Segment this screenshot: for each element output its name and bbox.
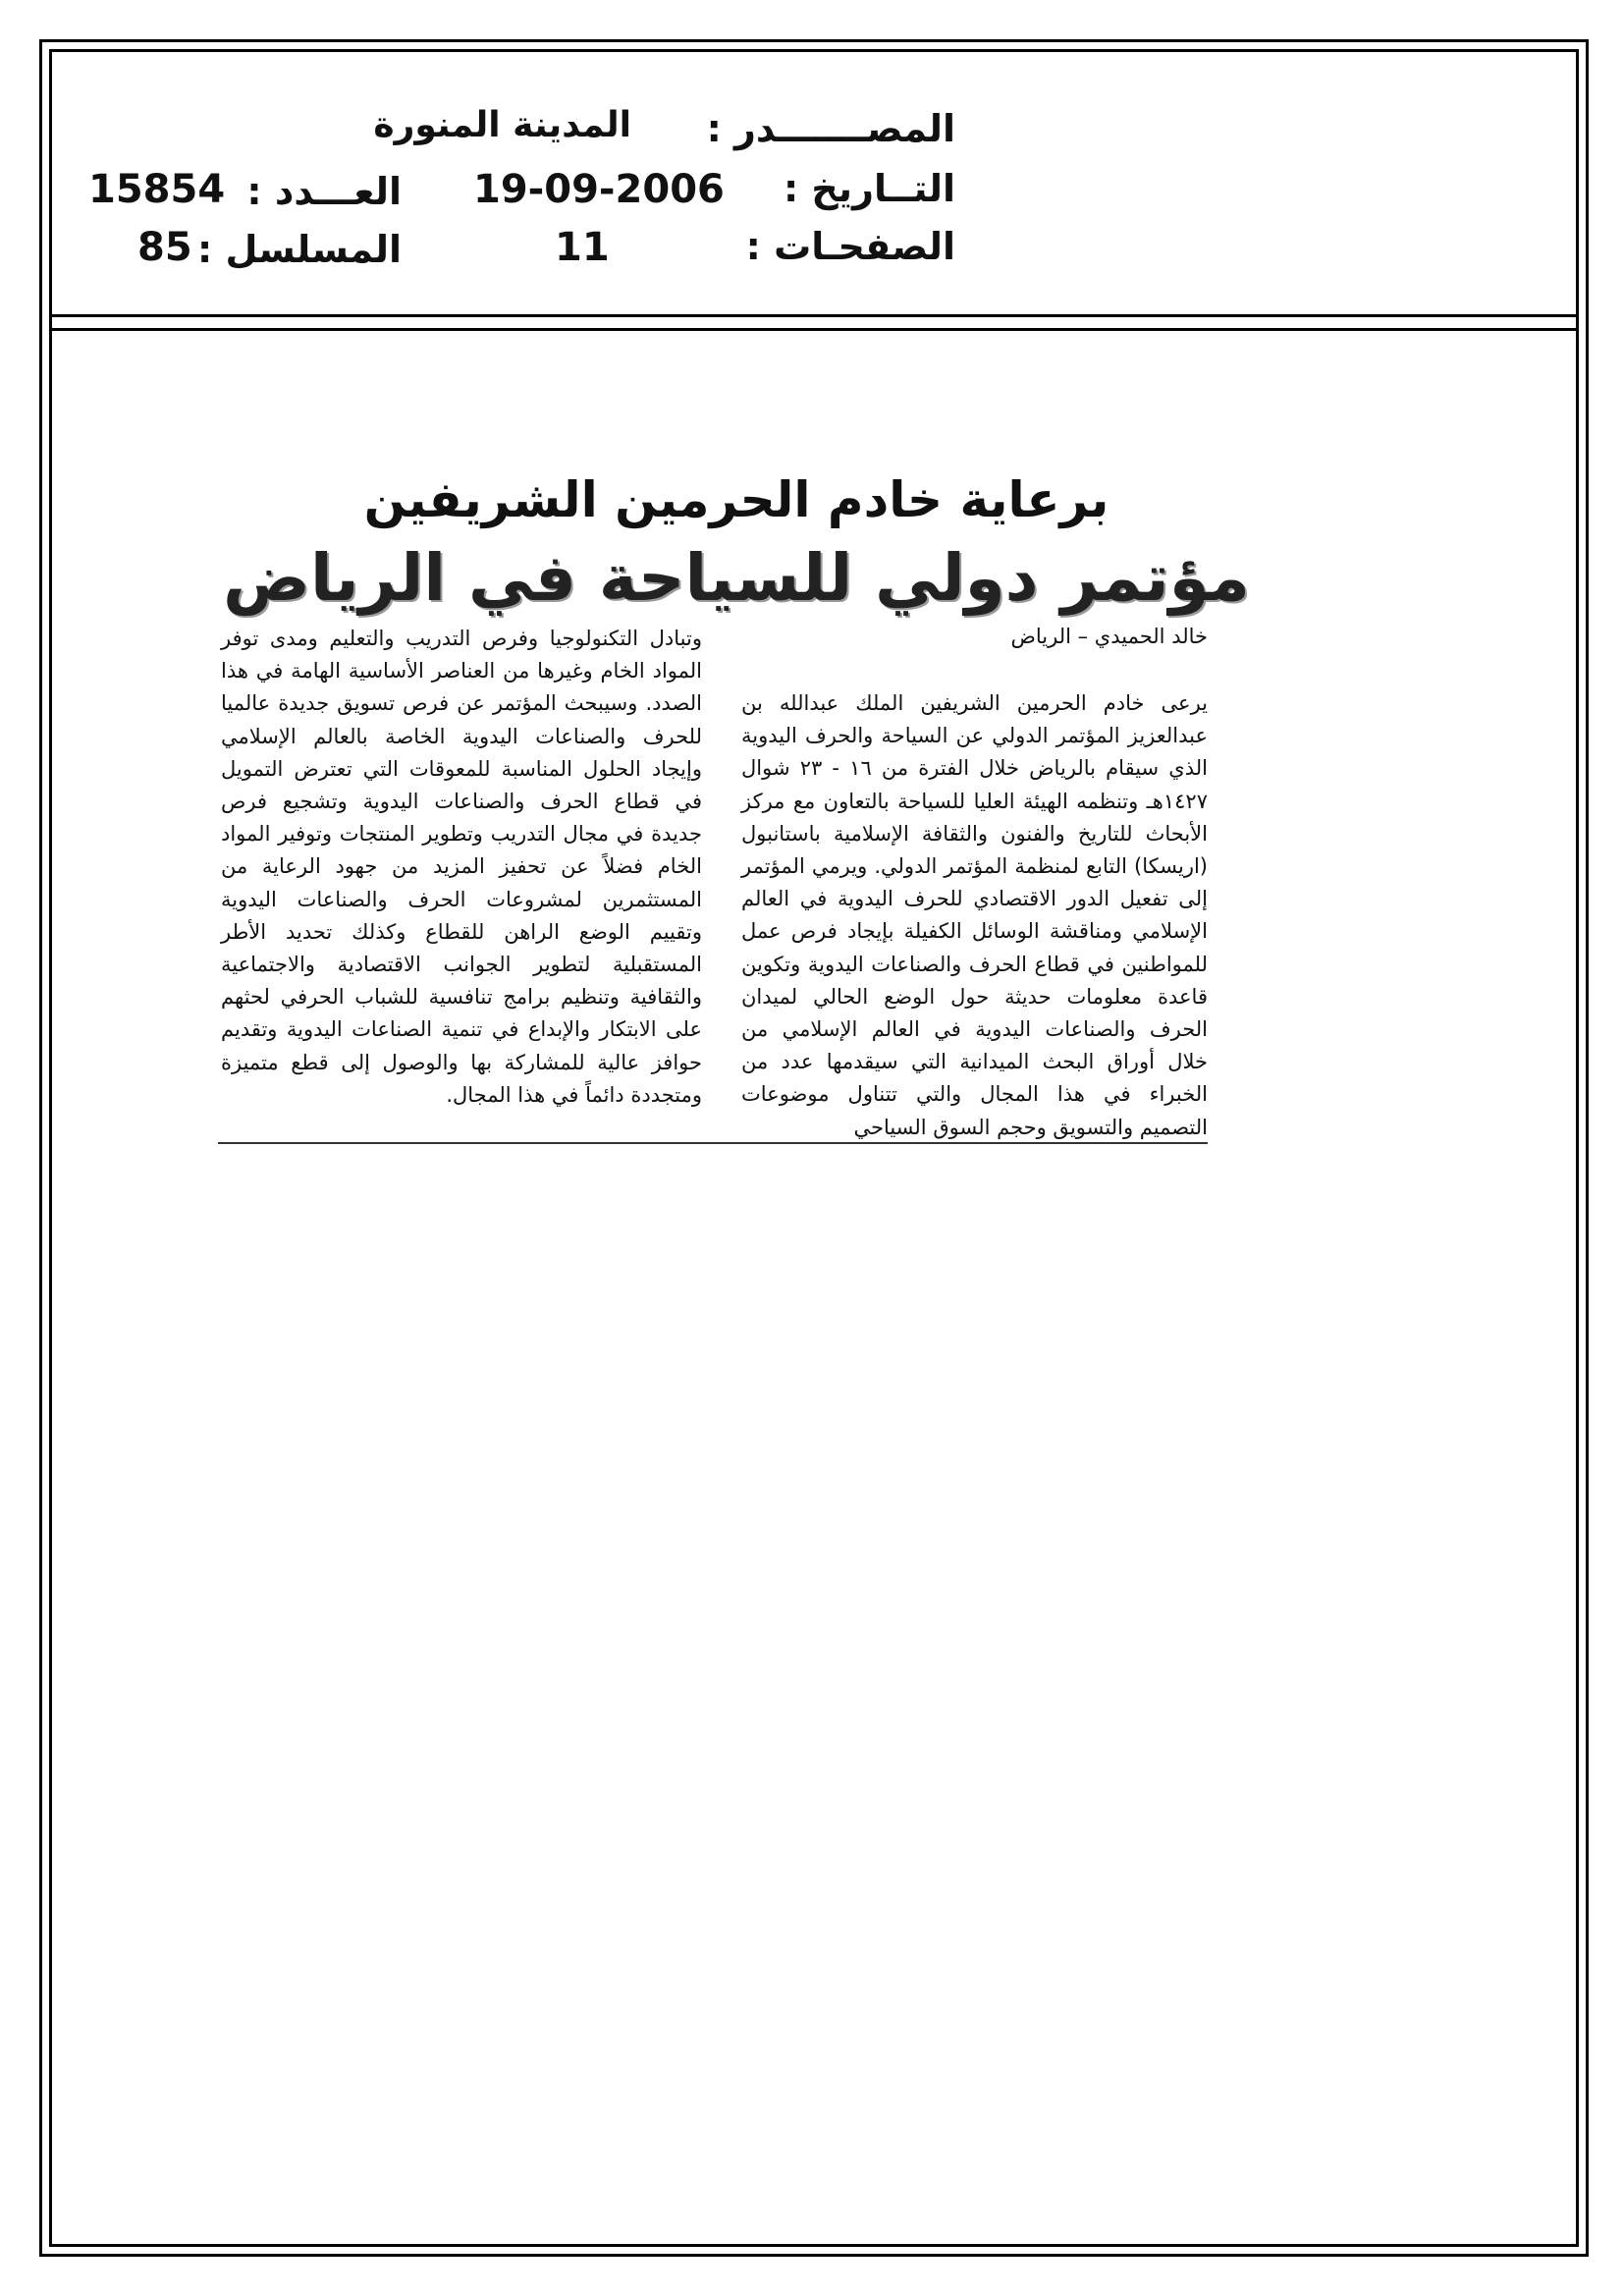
- article-byline: خالد الحميدي – الرياض: [1010, 625, 1208, 648]
- pages-label: الصفحـات :: [745, 225, 955, 268]
- pages-value: 11: [555, 225, 610, 270]
- inner-frame: [49, 49, 1579, 2247]
- issue-label: العـــدد :: [246, 170, 402, 213]
- issue-value: 15854: [88, 167, 226, 212]
- article-kicker: برعاية خادم الحرمين الشريفين: [363, 471, 1109, 528]
- serial-value: 85: [137, 225, 192, 270]
- header-divider-bottom: [49, 328, 1579, 331]
- date-label: التــاريخ :: [783, 167, 955, 210]
- article-bottom-rule: [218, 1142, 1208, 1144]
- article-headline: مؤتمر دولي للسياحة في الرياض: [223, 540, 1250, 616]
- source-label: المصـــــــدر :: [706, 107, 955, 150]
- source-value: المدينة المنورة: [373, 105, 631, 145]
- article-column-right: يرعى خادم الحرمين الشريفين الملك عبدالله بن عبدالعزيز المؤتمر الدولي عن السياحة والحرف اليدوية الذي سيقام بالرياض خلال الفترة من ١٦ - ٢٣ شوال ١٤٢٧هـ وتنظمه الهيئة العليا للسياحة بالتعاون مع مركز الأبحاث للتاريخ والفنون والثقافة الإسلامية باستانبول (اريسكا) التابع لمنظمة المؤتمر الدولي. ويرمي المؤتمر إلى تفعيل الدور الاقتصادي للحرف اليدوية في العالم الإسلامي ومناقشة الوسائل الكفيلة بإيجاد فرص عمل للمواطنين في قطاع الحرف والصناعات اليدوية وتكوين قاعدة معلومات حديثة حول الوضع الحالي لميدان الحرف والصناعات اليدوية في العالم الإسلامي من خلال أوراق البحث الميدانية التي سيقدمها عدد من الخبراء في هذا المجال والتي تتناول موضوعات التصميم والتسويق وحجم السوق السياحي: [741, 691, 1208, 1139]
- article-column-left: وتبادل التكنولوجيا وفرص التدريب والتعليم ومدى توفر المواد الخام وغيرها من العناصر الأساسية الهامة في هذا الصدد. وسيبحث المؤتمر عن فرص تسويق جديدة عالميا للحرف والصناعات اليدوية الخاصة بالعالم الإسلامي وإيجاد الحلول المناسبة للمعوقات التي تعترض التمويل في قطاع الحرف والصناعات اليدوية وتشجيع فرص جديدة في مجال التدريب وتطوير المنتجات وتوفير المواد الخام فضلاً عن تحفيز المزيد من جهود الرعاية من المستثمرين لمشروعات الحرف والصناعات اليدوية وتقييم الوضع الراهن للقطاع وكذلك تحديد الأطر المستقبلية لتطوير الجوانب الاقتصادية والاجتماعية والثقافية وتنظيم برامج تنافسية للشباب الحرفي لحثهم على الابتكار والإبداع في تنمية الصناعات اليدوية وتقديم حوافز عالية للمشاركة بها والوصول إلى قطع متميزة ومتجددة دائماً في هذا المجال.: [221, 627, 702, 1107]
- date-value: 19-09-2006: [473, 167, 725, 212]
- header-divider-top: [49, 314, 1579, 317]
- serial-label: المسلسل :: [197, 228, 402, 271]
